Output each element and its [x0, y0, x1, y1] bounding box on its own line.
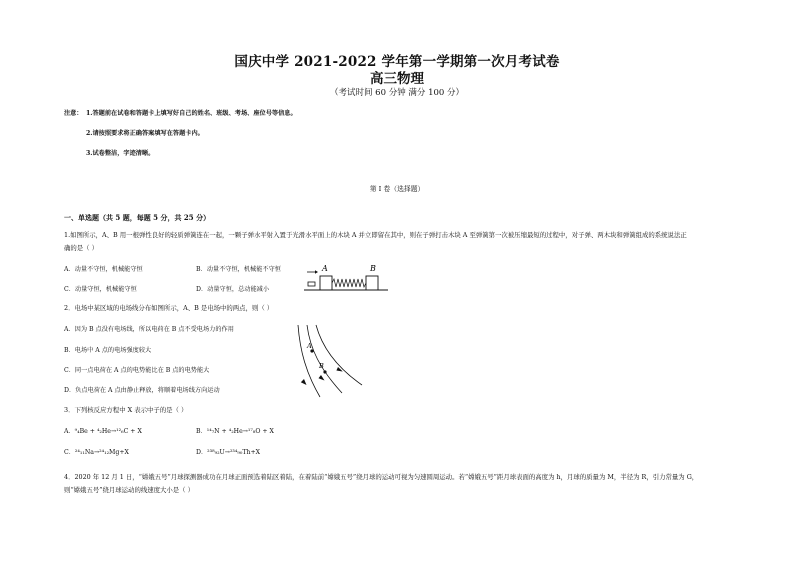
- q2-option-d: D．负点电荷在 A 点由静止释放，将顺着电场线方向运动: [64, 387, 220, 394]
- q1-label-a: A: [322, 264, 328, 273]
- q1-stem-line1: 1.如图所示，A、B 用一根弹性良好的轻质弹簧连在一起，一颗子弹水平射入置于光滑水平面上的木块 A 并立即留在其中，则在子弹打击木块 A 至弹簧第一次被压缩最短的过程中，对子弹、两木块和弹簧组成的系统说法正: [64, 231, 687, 239]
- q2-arrow-1: [301, 379, 307, 385]
- q2-field-line-3: [316, 325, 362, 385]
- q1-block-a: [320, 276, 332, 290]
- note-item-1: 1.答题前在试卷和答题卡上填写好自己的姓名、班级、考场、座位号等信息。: [86, 110, 297, 117]
- q1-option-d: D．动量守恒，总动能减小: [196, 286, 270, 293]
- part-title: 第 I 卷（选择题）: [369, 185, 425, 193]
- note-item-3: 3.试卷整洁，字迹清晰。: [86, 150, 155, 157]
- q1-arrow-head: [315, 270, 318, 273]
- q1-option-b: B．动量不守恒，机械能不守恒: [196, 266, 281, 273]
- q2-option-a: A．因为 B 点没有电场线，所以电荷在 B 点不受电场力的作用: [64, 326, 234, 333]
- q2-arrow-2: [319, 375, 325, 381]
- q2-arrow-3: [336, 367, 342, 372]
- q2-field-figure: [294, 323, 372, 399]
- q2-stem: 2．电场中某区域的电场线分布如图所示，A、B 是电场中的两点，则（ ）: [64, 304, 274, 312]
- q1-option-c: C．动量守恒，机械能守恒: [64, 286, 137, 293]
- section-heading: 一、单选题（共 5 题，每题 5 分，共 25 分）: [64, 213, 211, 222]
- note-item-2: 2.请按照要求将正确答案填写在答题卡内。: [86, 130, 204, 137]
- notes-label: 注意：: [64, 110, 83, 117]
- q3-option-a: A．⁹₄Be + ⁴₂He→¹²₆C + X: [64, 428, 142, 435]
- q3-option-b: B．¹⁴₇N + ⁴₂He→¹⁷₈O + X: [196, 428, 274, 435]
- q1-option-a: A．动量不守恒，机械能守恒: [64, 266, 143, 273]
- q2-option-c: C．同一点电荷在 A 点的电势能比在 B 点的电势能大: [64, 367, 210, 374]
- q2-point-b: [323, 370, 326, 373]
- q3-stem: 3．下列核反应方程中 X 表示中子的是（ ）: [64, 406, 188, 414]
- exam-meta: （考试时间 60 分钟 满分 100 分）: [329, 88, 465, 98]
- q1-bullet: [308, 282, 315, 286]
- q1-block-b: [366, 276, 378, 290]
- q1-stem-line2: 确的是（ ）: [64, 244, 98, 252]
- q1-spring-figure: [302, 262, 394, 296]
- q4-stem-line2: 则“嫦娥五号”绕月球运动的线速度大小是（ ）: [64, 486, 194, 494]
- exam-subject: 高三物理: [370, 71, 424, 87]
- q4-stem-line1: 4．2020 年 12 月 1 日，“嫦娥五号”月球探测器成功在月球正面预选着陆区着陆，在着陆前“嫦娥五号”绕月球的运动可视为匀速圆周运动。若“嫦娥五号”距月球表面的高度为 h，月球的质量为 M，半径为 R，引力常量为 G，: [64, 473, 699, 481]
- q1-spring: [332, 279, 366, 287]
- q3-option-c: C．²⁴₁₁Na→²⁴₁₂Mg+X: [64, 449, 129, 456]
- q2-label-a: A: [307, 342, 312, 350]
- q1-label-b: B: [370, 264, 376, 273]
- exam-title: 国庆中学 2021-2022 学年第一学期第一次月考试卷: [234, 54, 560, 70]
- q2-option-b: B．电场中 A 点的电场强度较大: [64, 347, 152, 354]
- q2-label-b: B: [319, 362, 324, 370]
- q3-option-d: D．²³⁸₉₂U→²³⁴₉₀Th+X: [196, 449, 261, 456]
